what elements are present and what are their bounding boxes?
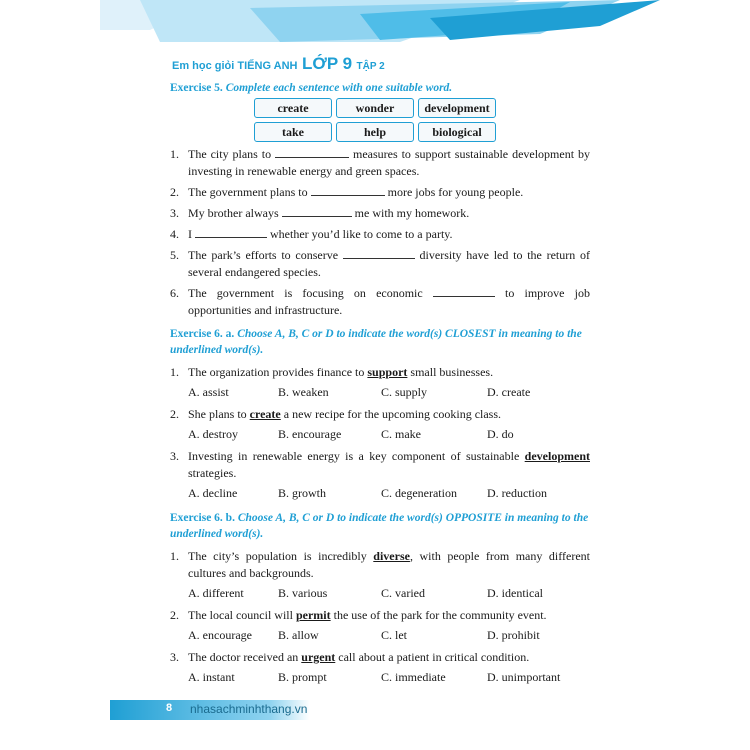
underlined-word: support (367, 365, 408, 379)
question-number: 6. (170, 286, 179, 300)
question-text: the use of the park for the community event. (330, 608, 547, 622)
option-a[interactable]: A. decline (188, 486, 238, 500)
question-number: 2. (170, 185, 179, 199)
option-c[interactable]: C. supply (381, 385, 428, 399)
option-c[interactable]: C. let (381, 628, 407, 642)
exercise-instruction: Choose A, B, C or D to indicate the word(s) OPPOSITE in meaning to the underlined word(s). (170, 512, 589, 540)
word-box (254, 98, 496, 146)
book-header (172, 54, 385, 74)
question-item (170, 226, 590, 243)
answer-blank[interactable] (275, 146, 349, 158)
question-text: She plans to (188, 407, 250, 421)
question-text: Investing in renewable energy is a key component of sustainable (188, 449, 525, 463)
answer-blank[interactable] (343, 247, 415, 259)
header-stripes (100, 0, 660, 60)
option-d[interactable]: D. do (487, 427, 514, 441)
underlined-word: create (249, 407, 281, 421)
option-b[interactable]: B. allow (278, 628, 319, 642)
question-text: measures to support sustainable development by investing in renewable energy and green spaces. (188, 147, 590, 178)
publisher-website: nhasachminhthang.vn (190, 702, 308, 716)
option-b[interactable]: B. prompt (278, 670, 327, 684)
option-c[interactable]: C. immediate (381, 670, 446, 684)
option-d[interactable]: D. reduction (487, 486, 547, 500)
answer-options (188, 486, 598, 501)
question-item (170, 247, 590, 281)
answer-options (188, 670, 598, 685)
option-d[interactable]: D. unimportant (487, 670, 561, 684)
question-number: 1. (170, 549, 179, 563)
word-box-item: help (336, 122, 414, 142)
option-d[interactable]: D. create (487, 385, 531, 399)
question-item (170, 285, 590, 319)
question-text: The park’s efforts to conserve (188, 248, 343, 262)
question-item (170, 649, 590, 666)
exercise-instruction: Choose A, B, C or D to indicate the word(s) CLOSEST in meaning to the underlined word(s). (170, 328, 582, 356)
header-series: Em học giỏi TIẾNG ANH (172, 60, 298, 72)
option-a[interactable]: A. instant (188, 670, 235, 684)
option-c[interactable]: C. make (381, 427, 421, 441)
question-number: 5. (170, 248, 179, 262)
underlined-word: development (524, 449, 590, 463)
exercise-6b-title (170, 510, 600, 542)
answer-options (188, 427, 598, 442)
option-b[interactable]: B. weaken (278, 385, 329, 399)
answer-options (188, 586, 598, 601)
question-text: call about a patient in critical condition. (335, 650, 530, 664)
question-text: me with my homework. (351, 206, 470, 220)
option-a[interactable]: A. destroy (188, 427, 238, 441)
exercise-6a-title (170, 326, 600, 358)
question-number: 3. (170, 449, 179, 463)
question-item (170, 448, 590, 482)
question-text: , with people from many different cultures and backgrounds. (188, 549, 591, 580)
answer-blank[interactable] (433, 285, 495, 297)
exercise-instruction: Complete each sentence with one suitable word. (225, 82, 453, 94)
question-number: 4. (170, 227, 179, 241)
question-item (170, 146, 590, 180)
question-text: The local council will (188, 608, 296, 622)
option-a[interactable]: A. encourage (188, 628, 252, 642)
question-text: The organization provides finance to (188, 365, 368, 379)
question-text: a new recipe for the upcoming cooking class. (280, 407, 502, 421)
option-b[interactable]: B. encourage (278, 427, 342, 441)
question-text: small businesses. (407, 365, 494, 379)
option-d[interactable]: D. prohibit (487, 628, 540, 642)
question-item (170, 364, 590, 381)
question-text: I (188, 227, 195, 241)
exercise-label: Exercise 5. (170, 82, 223, 94)
answer-options (188, 628, 598, 643)
option-b[interactable]: B. various (278, 586, 328, 600)
question-number: 2. (170, 407, 179, 421)
question-text: The doctor received an (188, 650, 302, 664)
answer-blank[interactable] (195, 226, 267, 238)
question-item (170, 184, 590, 201)
header-volume: TẬP 2 (356, 61, 385, 72)
exercise-label: Exercise 6. a. (170, 328, 235, 340)
question-text: My brother always (188, 206, 282, 220)
question-text: whether you’d like to come to a party. (267, 227, 453, 241)
question-text: to improve job opportunities and infrastructure. (188, 286, 590, 317)
question-item (170, 607, 590, 624)
question-text: diversity have led to the return of several endangered species. (188, 248, 591, 279)
option-c[interactable]: C. degeneration (381, 486, 457, 500)
question-number: 3. (170, 650, 179, 664)
question-item (170, 406, 590, 423)
word-box-item: biological (418, 122, 496, 142)
question-text: more jobs for young people. (384, 185, 524, 199)
question-item (170, 205, 590, 222)
word-box-item: create (254, 98, 332, 118)
question-number: 1. (170, 365, 179, 379)
word-box-item: wonder (336, 98, 414, 118)
option-b[interactable]: B. growth (278, 486, 326, 500)
question-item (170, 548, 590, 582)
page-number: 8 (166, 702, 173, 714)
word-box-item: take (254, 122, 332, 142)
answer-blank[interactable] (311, 184, 385, 196)
exercise-label: Exercise 6. b. (170, 512, 235, 524)
underlined-word: urgent (301, 650, 336, 664)
underlined-word: permit (295, 608, 331, 622)
option-d[interactable]: D. identical (487, 586, 543, 600)
question-text: strategies. (188, 466, 237, 480)
answer-options (188, 385, 598, 400)
word-box-item: development (418, 98, 496, 118)
question-number: 3. (170, 206, 179, 220)
underlined-word: diverse (373, 549, 410, 563)
question-text: The city’s population is incredibly (188, 549, 374, 563)
option-a[interactable]: A. assist (188, 385, 229, 399)
exercise-5-title (170, 80, 600, 96)
question-number: 2. (170, 608, 179, 622)
question-text: The city plans to (188, 147, 276, 161)
header-grade: LỚP 9 (301, 54, 353, 73)
option-a[interactable]: A. different (188, 586, 244, 600)
question-text: The government plans to (188, 185, 311, 199)
option-c[interactable]: C. varied (381, 586, 425, 600)
question-text: The government is focusing on economic (188, 286, 433, 300)
answer-blank[interactable] (282, 205, 352, 217)
question-number: 1. (170, 147, 179, 161)
